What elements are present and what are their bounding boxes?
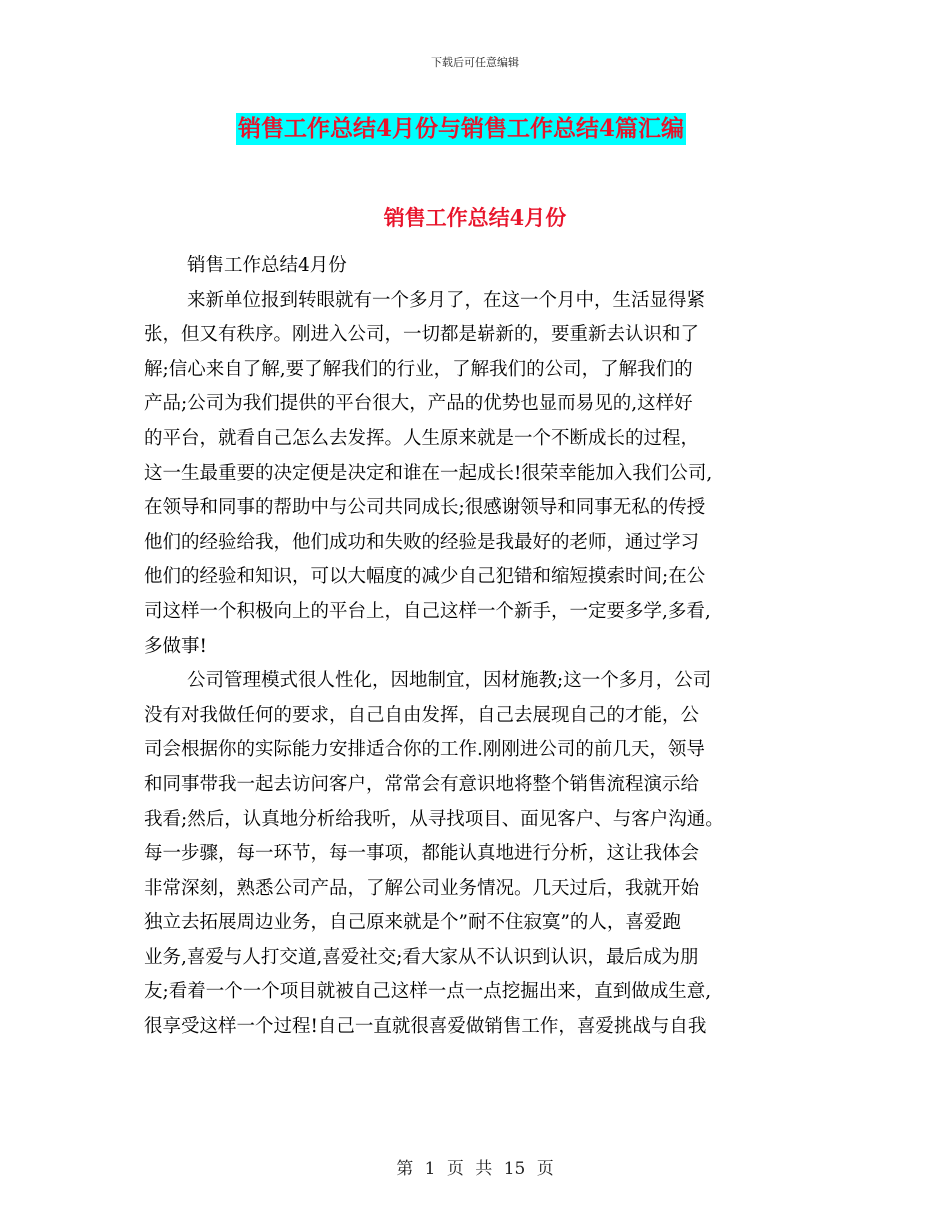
section-title: 销售工作总结4月份 [383,205,567,230]
body-line: 司会根据你的实际能力安排适合你的工作.刚刚进公司的前几天，领导 [144,739,705,761]
body-line: 的平台，就看自己怎么去发挥。人生原来就是一个不断成长的过程， [144,427,700,449]
body-line: 每一步骤，每一环节，每一事项，都能认真地进行分析，这让我体会 [144,843,700,865]
body-line: 我看;然后，认真地分析给我听，从寻找项目、面见客户、与客户沟通。 [144,808,724,830]
body-line: 来新单位报到转眼就有一个多月了，在这一个月中，生活显得紧 [187,289,706,311]
body-line: 他们的经验给我，他们成功和失败的经验是我最好的老师，通过学习 [144,531,700,553]
header-note: 下载后可任意编辑 [431,56,519,69]
body-line: 业务,喜爱与人打交道,喜爱社交;看大家从不认识到认识，最后成为朋 [144,946,699,968]
body-line: 友;看着一个一个项目就被自己这样一点一点挖掘出来，直到做成生意, [144,981,712,1003]
main-title: 销售工作总结4月份与销售工作总结4篇汇编 [236,113,686,145]
body-line: 多做事! [144,635,207,657]
body-line: 和同事带我一起去访问客户，常常会有意识地将整个销售流程演示给 [144,773,700,795]
body-line: 公司管理模式很人性化，因地制宜，因材施教;这一个多月，公司 [187,670,712,692]
body-line: 很享受这样一个过程!自己一直就很喜爱做销售工作，喜爱挑战与自我 [144,1016,707,1038]
body-line: 解;信心来自了解,要了解我们的行业，了解我们的公司，了解我们的 [144,358,693,380]
body-line: 这一生最重要的决定便是决定和谁在一起成长!很荣幸能加入我们公司, [144,462,713,484]
body-line: 在领导和同事的帮助中与公司共同成长;很感谢领导和同事无私的传授 [144,497,706,519]
body-text [144,249,806,1045]
body-line: 他们的经验和知识，可以大幅度的减少自己犯错和缩短摸索时间;在公 [144,566,706,588]
body-line: 张，但又有秩序。刚进入公司，一切都是崭新的，要重新去认识和了 [144,324,700,346]
body-line: 独立去拓展周边业务，自己原来就是个”耐不住寂寞”的人，喜爱跑 [144,912,681,934]
page-footer: 第 1 页 共 15 页 [396,1159,554,1179]
body-line: 没有对我做任何的要求，自己自由发挥，自己去展现自己的才能，公 [144,704,700,726]
body-line: 销售工作总结4月份 [187,255,347,276]
body-line: 司这样一个积极向上的平台上，自己这样一个新手，一定要多学,多看, [144,600,711,622]
body-line: 产品;公司为我们提供的平台很大，产品的优势也显而易见的,这样好 [144,393,693,415]
body-line: 非常深刻，熟悉公司产品，了解公司业务情况。几天过后，我就开始 [144,877,700,899]
